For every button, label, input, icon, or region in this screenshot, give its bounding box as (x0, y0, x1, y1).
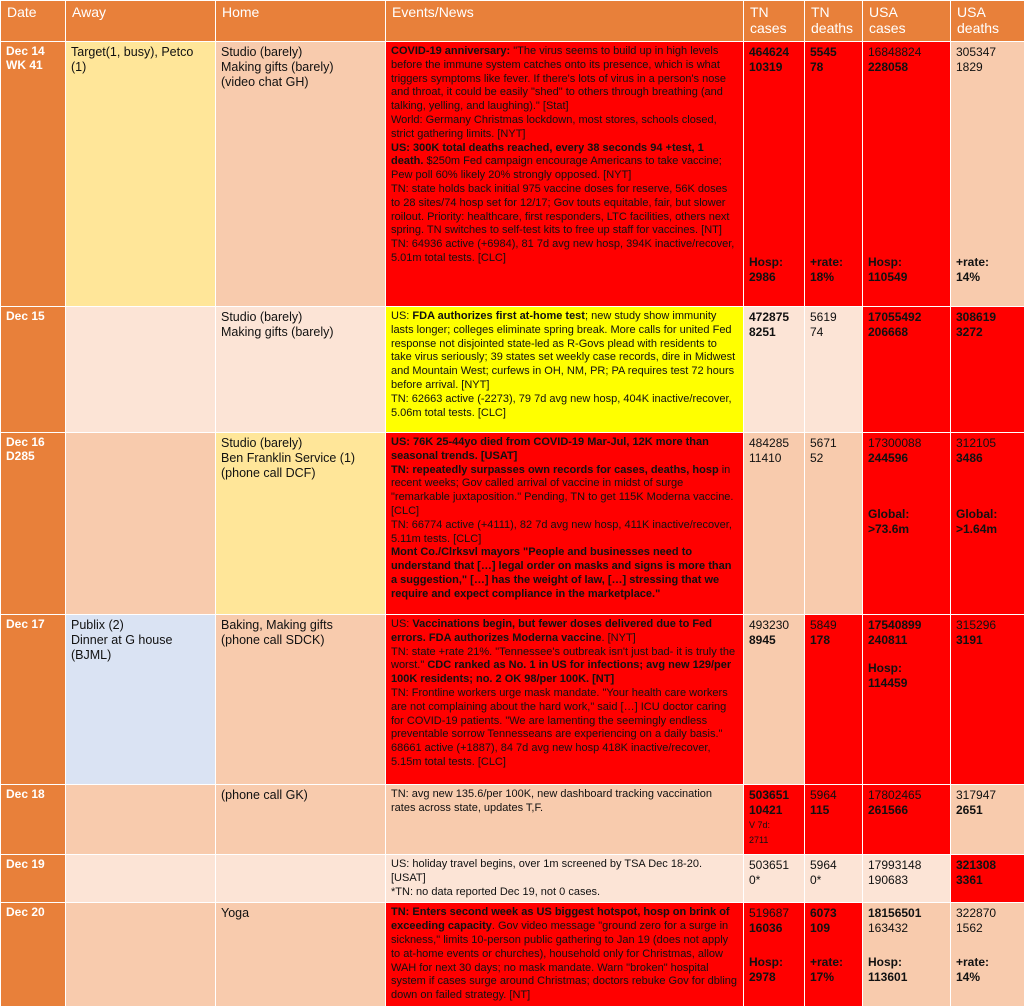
tn-deaths-cell: 5964 115 (805, 785, 863, 855)
table-row (1, 855, 1024, 903)
away-cell (66, 855, 216, 903)
away-cell: Target(1, busy), Petco (1) (66, 42, 216, 307)
away-cell (66, 307, 216, 433)
events-cell: US: 76K 25-44yo died from COVID-19 Mar-Jul, 12K more than seasonal trends. [USAT] TN: repeatedly surpasses own records for cases, deaths, hosp in recent weeks; Gov called arrival of vaccine in midst of surge "remarkable juxtaposition." Pending, TN to get 115K Moderna vaccine. [CLC] TN: 66774 active (+4111), 82 7d avg new hosp, 411K inactive/recover, 5.11m tests. [CLC] Mont Co./Clrksvl mayors "People and businesses need to understand that […] legal order on masks and signs is more than a suggestion," […] has the weight of law, […] stressing that we require and expect compliance in the marketplace." (386, 433, 744, 615)
usa-cases-cell: 18156501 163432 Hosp: 113601 (863, 903, 951, 1007)
tn-deaths-cell: 5545 78 +rate: 18% (805, 42, 863, 307)
tn-deaths-cell: 5964 0* (805, 855, 863, 903)
home-cell: Yoga (216, 903, 386, 1007)
events-cell: US: holiday travel begins, over 1m screened by TSA Dec 18-20. [USAT] *TN: no data reported Dec 19, not 0 cases. (386, 855, 744, 903)
usa-cases-cell: 17300088 244596 Global: >73.6m (863, 433, 951, 615)
tn-cases-cell: 519687 16036 Hosp: 2978 (744, 903, 805, 1007)
usa-deaths-cell: 308619 3272 (951, 307, 1024, 433)
tn-cases-cell: 493230 8945 (744, 615, 805, 785)
tn-deaths-cell: 5849 178 (805, 615, 863, 785)
usa-deaths-cell: 317947 2651 (951, 785, 1024, 855)
usa-cases-cell: 17055492 206668 (863, 307, 951, 433)
date-cell: Dec 16 D285 (1, 433, 66, 615)
usa-cases-cell: 17993148 190683 (863, 855, 951, 903)
table-row (1, 433, 1024, 615)
home-cell: Studio (barely) Making gifts (barely) (216, 307, 386, 433)
header-events: Events/News (386, 1, 744, 42)
table-row (1, 307, 1024, 433)
date-cell: Dec 14 WK 41 (1, 42, 66, 307)
away-cell (66, 785, 216, 855)
home-cell: Baking, Making gifts (phone call SDCK) (216, 615, 386, 785)
usa-deaths-cell: 305347 1829 +rate: 14% (951, 42, 1024, 307)
usa-cases-cell: 17540899 240811 Hosp: 114459 (863, 615, 951, 785)
usa-deaths-cell: 312105 3486 Global: >1.64m (951, 433, 1024, 615)
home-cell: (phone call GK) (216, 785, 386, 855)
tn-cases-cell: 472875 8251 (744, 307, 805, 433)
date-cell: Dec 19 (1, 855, 66, 903)
events-cell: US: FDA authorizes first at-home test; new study show immunity lasts longer; colleges eliminate spring break. More calls for united Fed response not disjointed state-led as R-Govs plead with residents to take virus seriously; 39 states set weekly case records, dire in Midwest and Mountain West; curfews in OH, NM, PR; PA requires test 72 hours before arrival. [NYT] TN: 62663 active (-2273), 79 7d avg new hosp, 404K inactive/recover, 5.06m total tests. [CLC] (386, 307, 744, 433)
events-cell: COVID-19 anniversary: "The virus seems to build up in high levels before the immune system catches onto its presence, which is what triggers symptoms like fever. If there's lots of virus in a person's nose and throat, it could be easily "shed" to others through breathing (and talking, yelling, and laughing)." [Stat] World: Germany Christmas lockdown, most stores, schools closed, strict gathering limits. [NYT] US: 300K total deaths reached, every 38 seconds 94 +test, 1 death. $250m Fed campaign encourage Americans to take vaccine; Pew poll 60% likely 20% strongly opposed. [NYT] TN: state holds back initial 975 vaccine doses for reserve, 56K doses to 28 sites/74 hosp set for 12/17; Gov touts equitable, fair, but slower roilout. Priority: healthcare, first responders, LTC facilities, others next spring. TN switches to self-test kits to free up staff for vaccines. [NT] TN: 64936 active (+6984), 81 7d avg new hosp, 394K inactive/recover, 5.01m total tests. [CLC] (386, 42, 744, 307)
usa-deaths-cell: 321308 3361 (951, 855, 1024, 903)
tn-cases-cell: 464624 10319 Hosp: 2986 (744, 42, 805, 307)
header-usa-deaths: USA deaths (951, 1, 1024, 42)
away-cell (66, 903, 216, 1007)
header-usa-cases: USA cases (863, 1, 951, 42)
usa-cases-cell: 16848824 228058 Hosp: 110549 (863, 42, 951, 307)
events-cell: TN: avg new 135.6/per 100K, new dashboard tracking vaccination rates across state, updates T,F. (386, 785, 744, 855)
table-row (1, 903, 1024, 1007)
table-row (1, 42, 1024, 307)
events-cell: US: Vaccinations begin, but fewer doses delivered due to Fed errors. FDA authorizes Moderna vaccine. [NYT] TN: state +rate 21%. "Tennessee's outbreak isn't just bad- it is truly the worst." CDC ranked as No. 1 in US for infections; avg new 129/per 100K residents; no. 2 OK 98/per 100K. [NT] TN: Frontline workers urge mask mandate. "Your health care workers are not complaining about the hard work," said […] ICU doctor caring for COVID-19 patients. "We are lamenting the seemingly endless preventable sorrow Tennesseans are experiencing on a daily basis." 68661 active (+1887), 84 7d avg new hosp 418K inactive/recover, 5.15m total tests. [CLC] (386, 615, 744, 785)
header-date: Date (1, 1, 66, 42)
usa-deaths-cell: 315296 3191 (951, 615, 1024, 785)
header-away: Away (66, 1, 216, 42)
header-row (1, 1, 1024, 42)
tn-cases-cell: 503651 0* (744, 855, 805, 903)
events-cell: TN: Enters second week as US biggest hotspot, hosp on brink of exceeding capacity. Gov video message "ground zero for a surge in sickness," limits 10-person public gathering to Jan 19 (does not apply to at-home events or churches), household only for Christmas, allow WAH for next 30 days; no mask mandate. Warn "broken" hospital system if cases surge around Christmas; doctors rebuke Gov for dbling down on failed strategy. [NT] (386, 903, 744, 1007)
header-tn-deaths: TN deaths (805, 1, 863, 42)
away-cell (66, 433, 216, 615)
date-cell: Dec 18 (1, 785, 66, 855)
date-cell: Dec 20 (1, 903, 66, 1007)
header-home: Home (216, 1, 386, 42)
table-row (1, 615, 1024, 785)
date-cell: Dec 17 (1, 615, 66, 785)
tn-deaths-cell: 5619 74 (805, 307, 863, 433)
tn-deaths-cell: 6073 109 +rate: 17% (805, 903, 863, 1007)
usa-deaths-cell: 322870 1562 +rate: 14% (951, 903, 1024, 1007)
table-row (1, 785, 1024, 855)
date-cell: Dec 15 (1, 307, 66, 433)
home-cell: Studio (barely) Ben Franklin Service (1) (phone call DCF) (216, 433, 386, 615)
home-cell (216, 855, 386, 903)
tn-cases-cell: 503651 10421 V 7d: 2711 (744, 785, 805, 855)
header-tn-cases: TN cases (744, 1, 805, 42)
away-cell: Publix (2) Dinner at G house (BJML) (66, 615, 216, 785)
tn-deaths-cell: 5671 52 (805, 433, 863, 615)
home-cell: Studio (barely) Making gifts (barely) (video chat GH) (216, 42, 386, 307)
usa-cases-cell: 17802465 261566 (863, 785, 951, 855)
tn-cases-cell: 484285 11410 (744, 433, 805, 615)
